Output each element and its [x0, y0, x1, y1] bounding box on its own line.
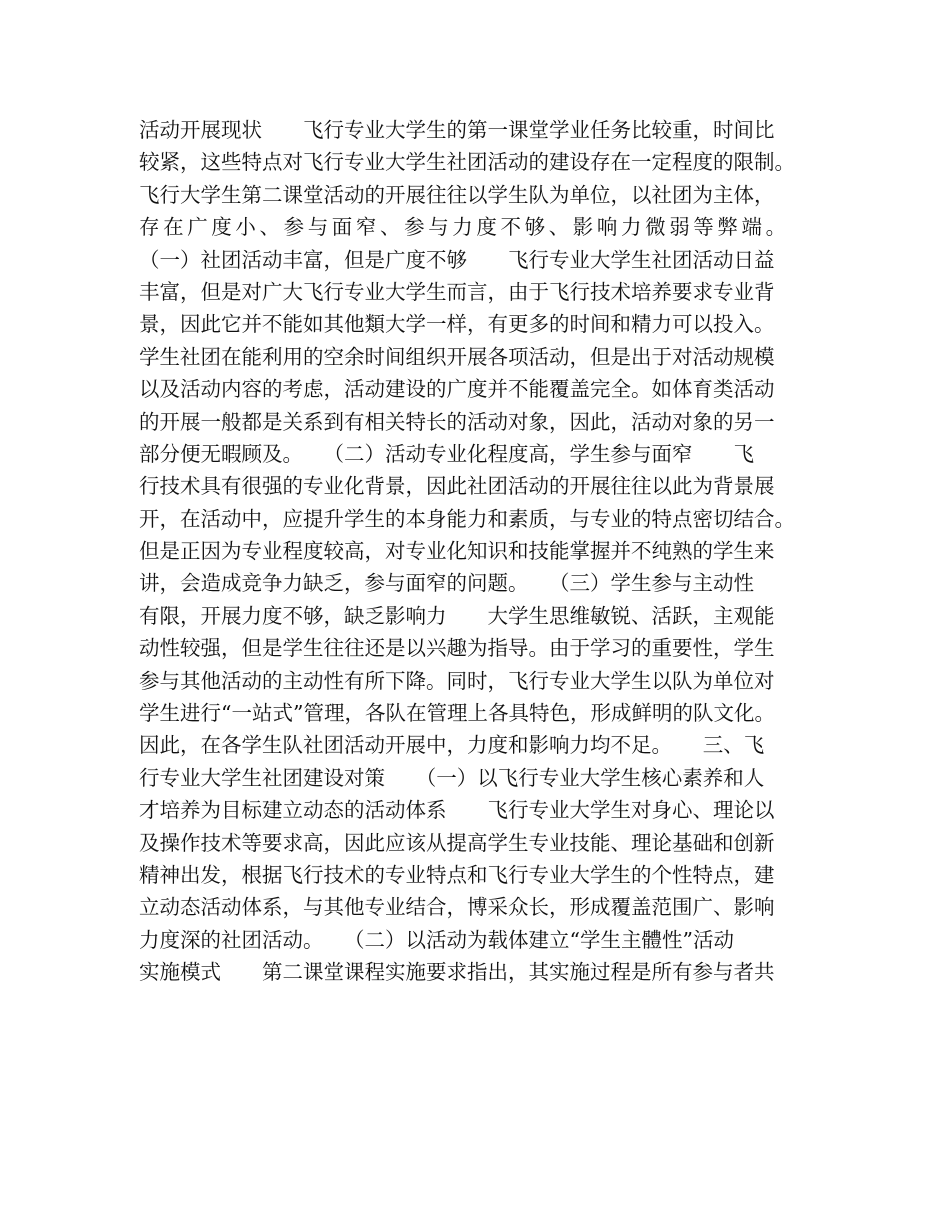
text-line: 精神出发，根据飞行技术的专业特点和飞行专业大学生的个性特点，建 [139, 862, 775, 887]
text-line: 实施模式 第二课堂课程实施要求指出，其实施过程是所有参与者共 [139, 960, 775, 985]
text-line: 动性较强，但是学生往往还是以兴趣为指导。由于学习的重要性，学生 [139, 636, 775, 661]
text-line: 但是正因为专业程度较高，对专业化知识和技能掌握并不纯熟的学生来 [139, 539, 775, 564]
text-line: 景，因此它并不能如其他類大学一样，有更多的时间和精力可以投入。 [139, 312, 775, 337]
text-line: 立动态活动体系，与其他专业结合，博采众长，形成覆盖范围广、影响 [139, 895, 775, 920]
text-line: 学生进行“一站式”管理，各队在管理上各具特色，形成鲜明的队文化。 [139, 701, 775, 726]
text-line: （一）社团活动丰富，但是广度不够 飞行专业大学生社团活动日益 [139, 247, 775, 272]
text-line: 行专业大学生社团建设对策 （一）以飞行专业大学生核心素养和人 [139, 765, 765, 790]
text-line: 讲，会造成竞争力缺乏，参与面窄的问题。 （三）学生参与主动性 [139, 571, 754, 596]
text-line: 力度深的社团活动。 （二）以活动为载体建立“学生主體性”活动 [139, 927, 734, 952]
text-line: 学生社团在能利用的空余时间组织开展各项活动，但是出于对活动规模 [139, 344, 775, 369]
text-line: 以及活动内容的考虑，活动建设的广度并不能覆盖完全。如体育类活动 [139, 377, 775, 402]
text-line: 因此，在各学生队社团活动开展中，力度和影响力均不足。 三、飞 [139, 733, 765, 758]
text-line: 部分便无暇顾及。 （二）活动专业化程度高，学生参与面窄 飞 [139, 441, 754, 466]
text-line: 开，在活动中，应提升学生的本身能力和素质，与专业的特点密切结合。 [139, 506, 795, 531]
text-line: 有限，开展力度不够，缺乏影响力 大学生思维敏锐、活跃，主观能 [139, 603, 775, 628]
body-text [139, 114, 829, 989]
text-line: 才培养为目标建立动态的活动体系 飞行专业大学生对身心、理论以 [139, 798, 775, 823]
text-line: 较紧，这些特点对飞行专业大学生社团活动的建设存在一定程度的限制。 [139, 150, 795, 175]
text-line: 飞行大学生第二课堂活动的开展往往以学生队为单位，以社团为主体， [139, 182, 775, 207]
text-line: 及操作技术等要求高，因此应该从提高学生专业技能、理论基础和创新 [139, 830, 775, 855]
text-line: 丰富，但是对广大飞行专业大学生而言，由于飞行技术培养要求专业背 [139, 279, 775, 304]
text-line: 行技术具有很强的专业化背景，因此社团活动的开展往往以此为背景展 [139, 474, 775, 499]
text-line: 参与其他活动的主动性有所下降。同时，飞行专业大学生以队为单位对 [139, 668, 775, 693]
text-line: 的开展一般都是关系到有相关特长的活动对象，因此，活动对象的另一 [139, 409, 775, 434]
text-line: 活动开展现状 飞行专业大学生的第一课堂学业任务比较重，时间比 [139, 118, 775, 142]
text-line: 存在广度小、参与面窄、参与力度不够、影响力微弱等弊端。 [139, 215, 790, 240]
